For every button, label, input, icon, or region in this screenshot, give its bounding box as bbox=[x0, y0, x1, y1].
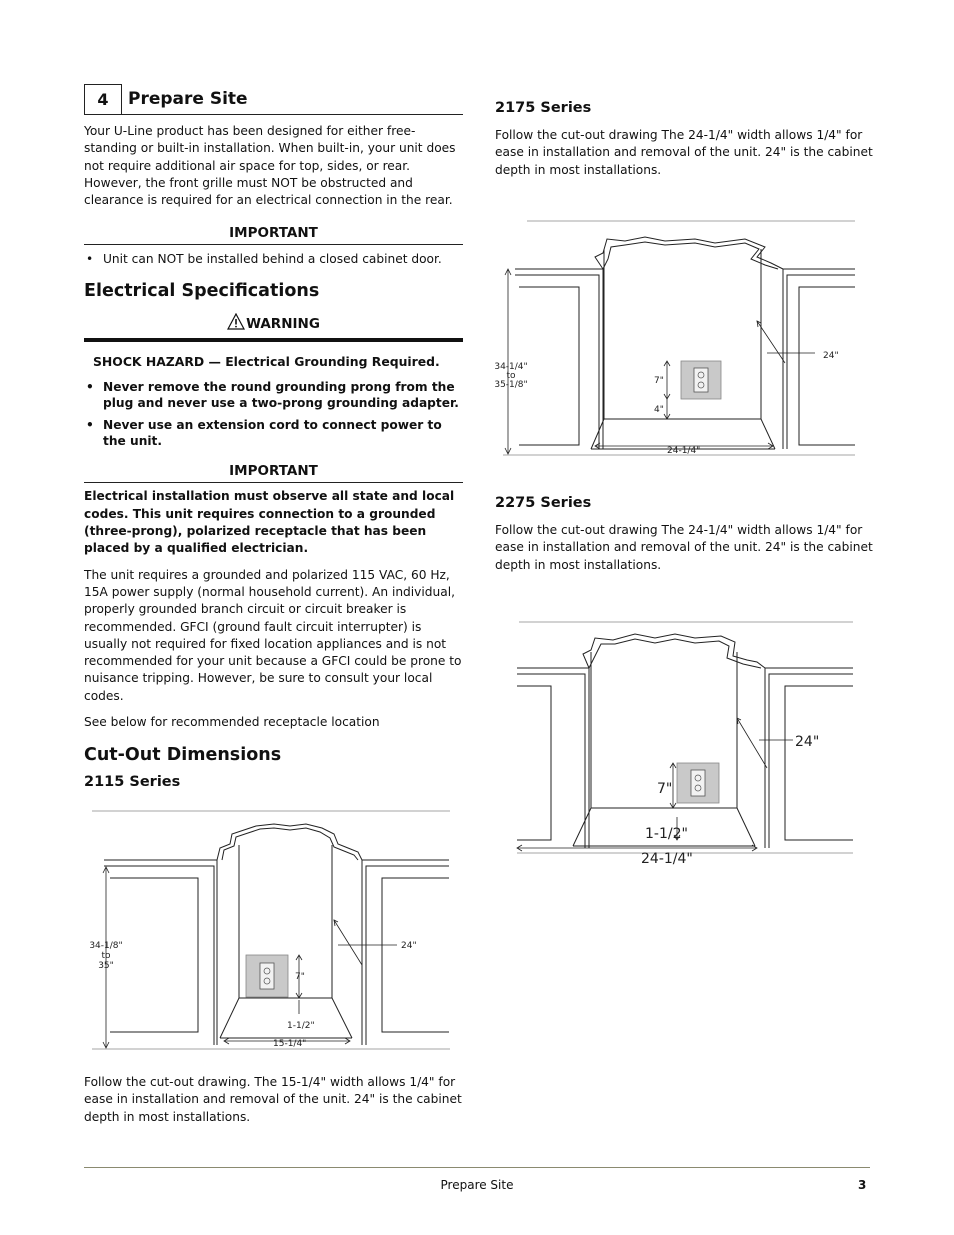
page-title: Prepare Site bbox=[128, 89, 248, 109]
series-2175-title: 2175 Series bbox=[495, 100, 592, 116]
depth-label-2175: 24" bbox=[823, 351, 839, 361]
important-heading: IMPORTANT bbox=[84, 225, 463, 245]
page-number: 3 bbox=[858, 1178, 867, 1192]
receptacle-2115 bbox=[246, 955, 288, 997]
depth-label-2115: 24" bbox=[401, 941, 417, 951]
footer-rule bbox=[84, 1167, 870, 1168]
electrical-important-heading: IMPORTANT bbox=[84, 463, 463, 483]
intro-paragraph: Your U-Line product has been designed for either free-standing or built-in installation. When built-in, your unit does not require additional air space for top, sides, or rear. However, the front grille must NOT be obstructed and clearance is required for an electrical connection in the rear. bbox=[84, 124, 456, 208]
cutout-heading: Cut-Out Dimensions bbox=[84, 745, 282, 766]
electrical-heading: Electrical Specifications bbox=[84, 281, 320, 302]
series-2275-text: Follow the cut-out drawing The 24-1/4" width allows 1/4" for ease in installation and removal of the unit. 24" is the cabinet depth in most installations. bbox=[495, 523, 873, 572]
diagram-2115 bbox=[84, 800, 454, 1062]
depth-label-2275: 24" bbox=[795, 734, 820, 750]
left-column bbox=[84, 84, 463, 790]
diagram-2175 bbox=[495, 213, 857, 465]
receptacle-2175 bbox=[681, 361, 721, 399]
series-2115-caption: Follow the cut-out drawing. The 15-1/4" width allows 1/4" for ease in installation and removal of the unit. 24" is the cabinet depth in most installations. bbox=[84, 1075, 462, 1124]
warning-bullet-1: • Never remove the round grounding prong from the plug and never use a two-prong grounding adapter. bbox=[84, 379, 463, 411]
receptacle-2275 bbox=[677, 763, 719, 803]
electrical-important-text: Electrical installation must observe all state and local codes. This unit requires connection to a grounded (three-prong), polarized receptacle that has been placed by a qualified electrician. bbox=[84, 489, 455, 556]
width-label-2115: 15-1/4" bbox=[273, 1039, 307, 1049]
electrical-body: The unit requires a grounded and polarized 115 VAC, 60 Hz, 15A power supply (normal household current). An individual, properly grounded branch circuit or circuit breaker is recommended. GFCI (ground fault circuit interrupter) is usually not required for fixed location appliances and is not recommended for your unit because a GFCI could be prone to nuisance tripping. However, be sure to consult your local codes. bbox=[84, 567, 462, 703]
width-label-2175: 24-1/4" bbox=[667, 446, 701, 456]
series-2175-text: Follow the cut-out drawing The 24-1/4" width allows 1/4" for ease in installation and removal of the unit. 24" is the cabinet depth in most installations. bbox=[495, 128, 873, 177]
warning-list bbox=[84, 379, 463, 449]
warning-bullet-2: • Never use an extension cord to connect power to the unit. bbox=[84, 417, 463, 449]
diagram-2275 bbox=[495, 612, 857, 874]
outlet-height-label-2115: 7" bbox=[295, 972, 305, 982]
outlet-offset-label-2175: 4" bbox=[654, 405, 664, 415]
shock-hazard-text: SHOCK HAZARD — Electrical Grounding Required. bbox=[93, 354, 440, 370]
width-label-2275: 24-1/4" bbox=[641, 851, 693, 867]
height-label-2115-top: 34-1/8" bbox=[89, 941, 123, 951]
outlet-height-label-2175: 7" bbox=[654, 376, 664, 386]
height-label-2175-bottom: 35-1/8" bbox=[495, 380, 528, 390]
warning-heading bbox=[84, 313, 463, 342]
footer-label: Prepare Site bbox=[440, 1178, 514, 1192]
warning-label: WARNING bbox=[246, 316, 320, 333]
warning-triangle-icon bbox=[227, 313, 245, 334]
height-label-2115-mid: to bbox=[101, 951, 111, 961]
series-2275-block bbox=[495, 495, 875, 574]
series-2275-title: 2275 Series bbox=[495, 495, 592, 511]
step-header bbox=[84, 84, 463, 115]
outlet-offset-label-2115: 1-1/2" bbox=[287, 1021, 315, 1031]
height-label-2175-mid: to bbox=[506, 371, 516, 381]
see-below-text: See below for recommended receptacle location bbox=[84, 715, 380, 730]
height-label-2115-bottom: 35" bbox=[98, 961, 114, 971]
outlet-offset-label-2275: 1-1/2" bbox=[645, 826, 688, 842]
step-number: 4 bbox=[84, 84, 122, 114]
series-2115-title: 2115 Series bbox=[84, 774, 181, 791]
important-list bbox=[84, 251, 463, 267]
right-column bbox=[495, 100, 875, 179]
outlet-height-label-2275: 7" bbox=[657, 781, 673, 797]
height-label-2175-top: 34-1/4" bbox=[495, 362, 528, 372]
important-bullet: • Unit can NOT be installed behind a closed cabinet door. bbox=[84, 251, 463, 267]
